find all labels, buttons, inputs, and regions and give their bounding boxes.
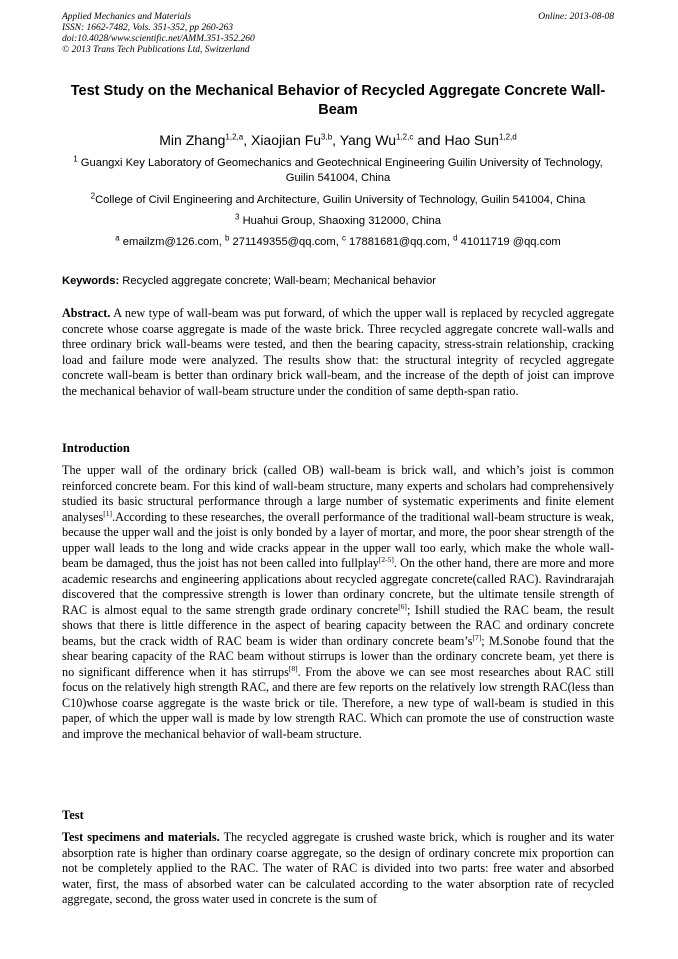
test-text: The recycled aggregate is crushed waste brick, which is rougher and its water absorption rate is higher than ordinary coarse aggregate, so the design of ordinary concrete mix proportion can not be completely applied to the RAC. The water of RAC is divided into two parts: free water and absorbed water, first, the mass of absorbed water can be calculated according to the water absorption rate of recycled aggregate, second, the gross water used in concrete is the sum of <box>62 830 614 906</box>
issn-line: ISSN: 1662-7482, Vols. 351-352, pp 260-263 <box>62 23 233 33</box>
citation[interactable]: [7] <box>472 632 482 642</box>
journal-header <box>62 12 614 56</box>
keywords-label: Keywords: <box>62 275 120 287</box>
email-link[interactable]: 271149355@qq.com, <box>232 236 342 248</box>
section-heading-introduction: Introduction <box>62 441 130 455</box>
affiliation-3: $^3$ Huahui Group, Shaoxing 312000, China <box>235 212 441 227</box>
email-link[interactable]: emailzm@126.com, <box>122 236 225 248</box>
online-date: Online: 2013-08-08 <box>538 12 614 22</box>
email-list: $^a$ emailzm@126.com, $^b$ 271149355@qq.com, $^c$ 17881681@qq.com, $^d$ 41011719 @qq.com <box>115 233 561 248</box>
test-lead: Test specimens and materials. <box>62 830 220 844</box>
abstract-text: A new type of wall-beam was put forward, of which the upper wall is replaced by recycled aggregate concrete whose coarse aggregate is made of the waste brick. Three recycled aggregate concrete wall-walls and three ordinary brick wall-beams were tested, and then the bearing capacity, stress-strain relationship, cracking load and failure mode were analyzed. The results show that: the structural integrity of recycled aggregate concrete wall-beam is better than ordinary brick wall-beam, and the increase of the depth of joist can improve the mechanical behavior of wall-beam structure under the condition of same depth-span ratio. <box>62 306 614 398</box>
citation[interactable]: [6] <box>398 601 407 611</box>
abstract-label: Abstract. <box>62 306 111 320</box>
author: Yang Wu$^{1,2,c}$ and <box>339 132 445 148</box>
journal-name: Applied Mechanics and Materials <box>62 12 192 22</box>
citation[interactable]: [1] <box>103 508 113 518</box>
email-link[interactable]: 41011719 @qq.com <box>460 236 561 248</box>
section-heading-test: Test <box>62 808 84 822</box>
author-list <box>62 130 614 150</box>
affiliation-2: $^2$College of Civil Engineering and Architecture, Guilin University of Technology, Guilin 541004, China <box>90 191 586 206</box>
author: Hao Sun$^{1,2,d}$ <box>444 132 517 148</box>
citation[interactable]: [8] <box>288 663 298 673</box>
author: Xiaojian Fu$^{3,b}$, <box>250 132 340 148</box>
keywords-text: Recycled aggregate concrete; Wall-beam; Mechanical behavior <box>119 275 436 287</box>
copyright-line: © 2013 Trans Tech Publications Ltd, Switzerland <box>62 45 250 55</box>
paper-title: Test Study on the Mechanical Behavior of Recycled Aggregate Concrete Wall-Beam <box>70 83 606 118</box>
abstract <box>62 306 614 399</box>
doi-line[interactable]: doi:10.4028/www.scientific.net/AMM.351-352.260 <box>62 34 255 44</box>
email-link[interactable]: 17881681@qq.com, <box>349 236 454 248</box>
introduction-paragraph: The upper wall of the ordinary brick (called OB) wall-beam is brick wall, and which’s joist is common reinforced concrete beam. For this kind of wall-beam structure, many experts and scholars had comprehensively studied its basic structural performance through a large number of systematic experiments and finite element analyses[1].According to these researches, the overall performance of the traditional wall-beam structure is weak, because the upper wall and the joist is only bonded by a layer of mortar, and more, the poor shear strength of the upper wall leads to the long and wide cracks appear in the upper wall too early, which make the whole wall-beam be damaged, thus the joist has not been called into fullplay[2-5]. On the other hand, there are more and more academic researchs and engineering applications about recycled aggregate concrete(called RAC). Ravindrarajah discovered that the compressive strength is lower than ordinary concrete, but the ultimate tensile strength of RAC is almost equal to the same strength grade ordinary concrete[6]; Ishill studied the RAC beam, the result shows that there is little difference in the aspect of bearing capacity between the RAC and ordinary concrete beams, but the crack width of RAC beam is wider than ordinary concrete beam’s[7]; M.Sonobe found that the shear bearing capacity of the RAC beam without stirrups is lower than the ordinary concrete beam, yet there is no significant difference when it has stirrups[8]. From the above we can see most researches about RAC still focus on the relatively high strength RAC, and there are few reports on the relatively low strength RAC(less than C10)whose coarse aggregate is the waste brick or tile. Therefore, a new type of wall-beam is studied in this paper, of which the upper wall is made by low strength RAC. Which can promote the use of construction waste and improve the mechanical behavior of wall-beam structure. <box>62 463 614 741</box>
keywords <box>62 274 614 289</box>
affiliation-1: $^1$ Guangxi Key Laboratory of Geomechanics and Geotechnical Engineering Guilin University of Technology, Guilin 541004, China <box>73 154 603 184</box>
test-paragraph <box>62 830 614 908</box>
citation[interactable]: [2-5] <box>378 554 394 564</box>
author: Min Zhang$^{1,2,a}$, <box>159 132 251 148</box>
